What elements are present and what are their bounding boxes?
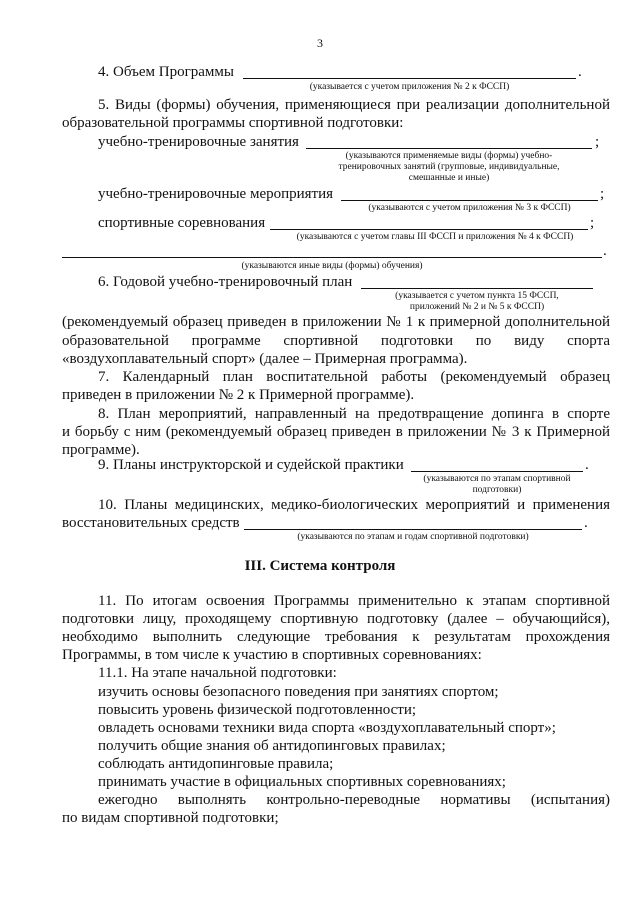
competitions-label: спортивные соревнования	[98, 215, 266, 231]
item-7-line-1: 7. Календарный план воспитательной работы (рекомендуемый образец	[98, 369, 610, 385]
requirement-item: овладеть основами техники вида спорта «воздухоплавательный спорт»;	[98, 720, 556, 736]
requirement-item-last-line-1: ежегодно выполнять контрольно-переводные нормативы (испытания)	[98, 792, 610, 808]
item-5-line-2: образовательной программы спортивной подготовки:	[62, 115, 404, 131]
item-4-hint: (указывается с учетом приложения № 2 к ФССП)	[309, 82, 510, 92]
training-sessions-fill-line	[306, 148, 592, 149]
requirement-item: принимать участие в официальных спортивных соревнованиях;	[98, 774, 506, 790]
item-8-line-1: 8. План мероприятий, направленный на предотвращение допинга в спорте	[98, 406, 610, 422]
item-4-period: .	[578, 64, 582, 80]
requirement-item: получить общие знания об антидопинговых правилах;	[98, 738, 446, 754]
item-10-line-1: 10. Планы медицинских, медико-биологических мероприятий и применения	[98, 497, 610, 513]
item-9-hint-1: (указываются по этапам спортивной	[423, 474, 571, 484]
other-forms-fill-line	[62, 257, 602, 258]
section-heading: III. Система контроля	[244, 558, 396, 574]
page-number: 3	[317, 36, 323, 50]
item-6-hint-1: (указывается с учетом пункта 15 ФССП,	[395, 291, 559, 301]
item-11-line-2: подготовки лицу, проходящему спортивную подготовку (далее – обучающийся),	[62, 611, 610, 627]
training-events-end: ;	[600, 186, 605, 202]
other-forms-end: .	[603, 243, 607, 259]
item-9-end: .	[585, 457, 589, 473]
item-6-line-1: (рекомендуемый образец приведен в приложении № 1 к примерной дополнительной	[62, 314, 610, 330]
item-6-line-3: «воздухоплавательный спорт» (далее – Примерная программа).	[62, 351, 468, 367]
item-4-fill-line	[243, 78, 576, 79]
training-sessions-hint-2: тренировочных занятий (групповые, индивидуальные,	[338, 162, 560, 172]
competitions-end: ;	[590, 215, 595, 231]
item-7-line-2: приведен в приложении № 2 к Примерной программе).	[62, 387, 415, 403]
item-10-line-2: восстановительных средств	[62, 515, 240, 531]
competitions-fill-line	[270, 229, 588, 230]
training-sessions-hint-3: смешанные и иные)	[408, 173, 490, 183]
item-9-label: 9. Планы инструкторской и судейской практики	[98, 457, 404, 473]
item-4-label: 4. Объем Программы	[98, 64, 234, 80]
training-sessions-end: ;	[595, 134, 600, 150]
training-events-hint: (указываются с учетом приложения № 3 к ФССП)	[368, 203, 571, 213]
item-6-line-2: образовательной программе спортивной подготовки по виду спорта	[62, 333, 610, 349]
item-11-line-4: Программы, в том числе к участию в спортивных соревнованиях:	[62, 647, 482, 663]
competitions-hint: (указываются с учетом главы III ФССП и приложения № 4 к ФССП)	[296, 232, 574, 242]
item-11-1-heading: 11.1. На этапе начальной подготовки:	[98, 665, 337, 681]
item-11-line-1: 11. По итогам освоения Программы применительно к этапам спортивной	[98, 593, 610, 609]
item-6-label: 6. Годовой учебно-тренировочный план	[98, 274, 353, 290]
other-forms-hint: (указываются иные виды (формы) обучения)	[241, 261, 423, 271]
item-6-fill-line	[361, 288, 593, 289]
item-6-hint-2: приложений № 2 и № 5 к ФССП)	[409, 302, 545, 312]
training-sessions-hint-1: (указываются применяемые виды (формы) учебно-	[345, 151, 553, 161]
item-9-hint-2: подготовки)	[472, 485, 522, 495]
item-11-line-3: необходимо выполнить следующие требования к результатам прохождения	[62, 629, 610, 645]
training-events-fill-line	[341, 200, 598, 201]
item-5-line-1: 5. Виды (формы) обучения, применяющиеся при реализации дополнительной	[98, 97, 610, 113]
item-8-line-3: программе).	[62, 442, 140, 458]
requirement-item: изучить основы безопасного поведения при занятиях спортом;	[98, 684, 499, 700]
training-sessions-label: учебно-тренировочные занятия	[98, 134, 299, 150]
item-8-line-2: и борьбу с ним (рекомендуемый образец приведен в приложении № 3 к Примерной	[62, 424, 610, 440]
requirement-item: повысить уровень физической подготовленности;	[98, 702, 417, 718]
requirement-item-last-line-2: по видам спортивной подготовки;	[62, 810, 279, 826]
item-10-fill-line	[244, 529, 582, 530]
training-events-label: учебно-тренировочные мероприятия	[98, 186, 334, 202]
item-10-hint: (указываются по этапам и годам спортивной подготовки)	[297, 532, 529, 542]
item-10-end: .	[584, 515, 588, 531]
requirement-item: соблюдать антидопинговые правила;	[98, 756, 334, 772]
item-9-fill-line	[411, 471, 583, 472]
